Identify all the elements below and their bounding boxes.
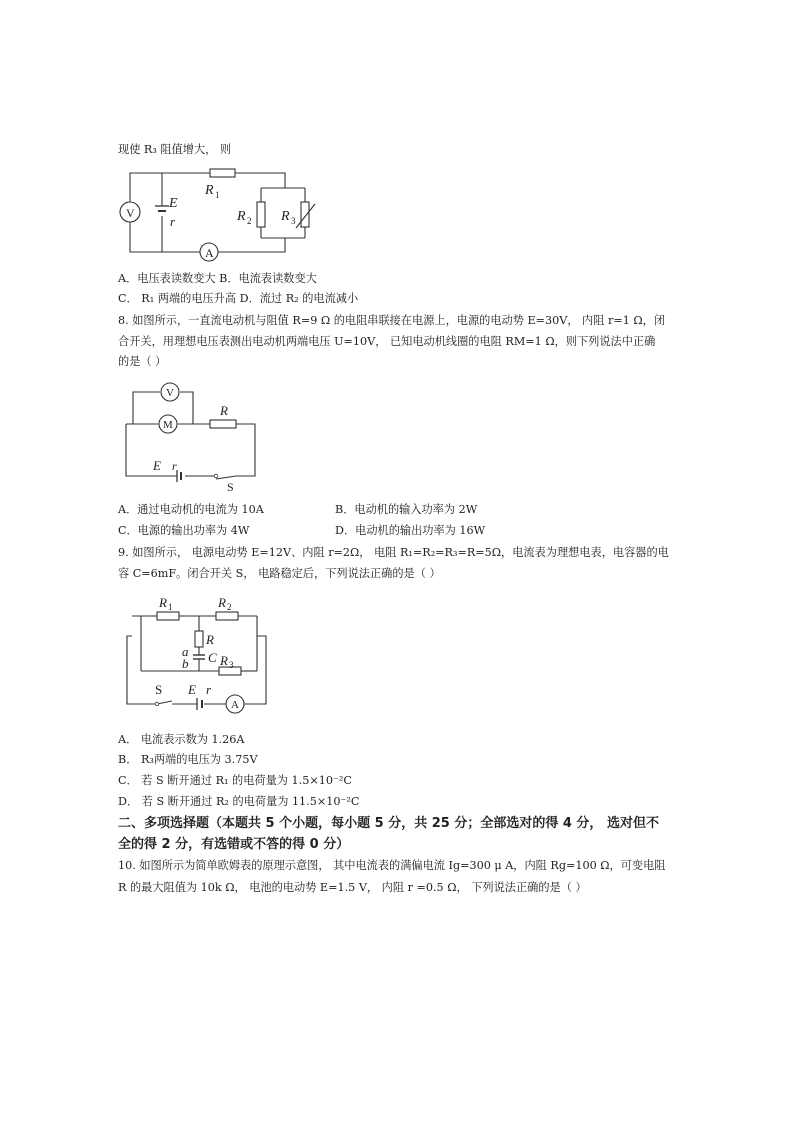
q7-r1-label: R: [205, 183, 214, 198]
q9-r1-label: R: [159, 595, 167, 610]
q10-stem-line-1: 10. 如图所示为简单欧姆表的原理示意图， 其中电流表的满偏电流 Ig=300 μ A，内阻 Rg=100 Ω，可变电阻: [118, 859, 666, 872]
q9-option-b: B． R₃两端的电压为 3.75V: [118, 753, 258, 766]
q8-internal-r-label: r: [172, 459, 177, 473]
q7-internal-r-label: r: [170, 214, 176, 229]
q9-stem-line-1: 9. 如图所示， 电源电动势 E=12V、内阻 r=2Ω， 电阻 R₁=R₂=R₃=R=5Ω，电流表为理想电表，电容器的电: [118, 546, 669, 559]
q9-r1-sub: 1: [168, 602, 173, 612]
q8-stem-line-2: 合开关，用理想电压表测出电动机两端电压 U=10V， 已知电动机线圈的电阻 RM=1 Ω，则下列说法中正确: [118, 335, 656, 348]
q9-resistor-r-label: R: [206, 632, 214, 647]
q9-option-c: C． 若 S 断开通过 R₁ 的电荷量为 1.5×10⁻²C: [118, 774, 352, 787]
q9-option-d: D． 若 S 断开通过 R₂ 的电荷量为 11.5×10⁻²C: [118, 795, 360, 808]
q8-voltmeter-label: V: [166, 387, 174, 399]
q7-r2-label: R: [237, 209, 246, 224]
q8-switch-label: S: [227, 480, 234, 494]
q9-circuit-diagram: [122, 594, 272, 716]
section-2-heading-line-1: 二、多项选择题（本题共 5 个小题，每小题 5 分，共 25 分；全部选对的得 4 分， 选对但不: [118, 816, 659, 831]
q8-switch-contact: [214, 474, 218, 478]
q8-option-c: C．电源的输出功率为 4W: [118, 524, 250, 537]
q8-motor-label: M: [163, 419, 173, 431]
q7-r1-sub: 1: [215, 190, 220, 200]
q7-r3-label: R: [281, 209, 290, 224]
q7-stem-tail: 现使 R₃ 阻值增大， 则: [118, 143, 232, 156]
q7-voltmeter-label: V: [126, 206, 135, 220]
q7-circuit-diagram: [115, 164, 345, 269]
q9-stem-line-2: 容 C=6mF。闭合开关 S， 电路稳定后，下列说法正确的是（ ）: [118, 567, 441, 580]
q8-circuit-diagram: [120, 375, 265, 494]
q9-emf-label: E: [188, 682, 196, 697]
q7-r2-sub: 2: [247, 216, 252, 226]
q8-emf-label: E: [153, 458, 161, 473]
q9-r2-label: R: [218, 595, 226, 610]
q9-r3-label: R: [220, 653, 228, 668]
q7-r3-sub: 3: [291, 216, 296, 226]
q9-capacitor-label: C: [208, 650, 217, 665]
q9-node-b-label: b: [182, 656, 189, 671]
q9-node-a-label: a: [182, 644, 189, 659]
q7-options-row-1: A．电压表读数变大 B．电流表读数变大: [118, 272, 317, 285]
q8-resistor-label: R: [220, 403, 228, 418]
q7-options-row-2: C． R₁ 两端的电压升高 D．流过 R₂ 的电流减小: [118, 292, 359, 305]
q9-internal-r-label: r: [206, 682, 212, 697]
q8-option-a: A．通过电动机的电流为 10A: [118, 503, 264, 516]
q7-emf-label: E: [169, 196, 178, 211]
section-2-heading-line-2: 全的得 2 分，有选错或不答的得 0 分）: [118, 837, 350, 852]
q8-option-b: B．电动机的输入功率为 2W: [335, 503, 478, 516]
q10-stem-line-2: R 的最大阻值为 10k Ω， 电池的电动势 E=1.5 V， 内阻 r =0.5 Ω， 下列说法正确的是（ ）: [118, 881, 587, 894]
q9-option-a: A． 电流表示数为 1.26A: [118, 733, 245, 746]
q9-r2-sub: 2: [227, 602, 232, 612]
q9-r3-sub: 3: [229, 660, 234, 670]
q9-ammeter-label: A: [231, 699, 239, 711]
q8-stem-line-1: 8. 如图所示，一直流电动机与阻值 R=9 Ω 的电阻串联接在电源上，电源的电动势 E=30V， 内阻 r=1 Ω，闭: [118, 314, 666, 327]
q9-switch-contact: [155, 702, 159, 706]
q9-switch-label: S: [155, 682, 163, 697]
q8-stem-line-3: 的是（ ）: [118, 355, 167, 368]
q7-ammeter-label: A: [205, 246, 214, 260]
q8-option-d: D．电动机的输出功率为 16W: [335, 524, 486, 537]
